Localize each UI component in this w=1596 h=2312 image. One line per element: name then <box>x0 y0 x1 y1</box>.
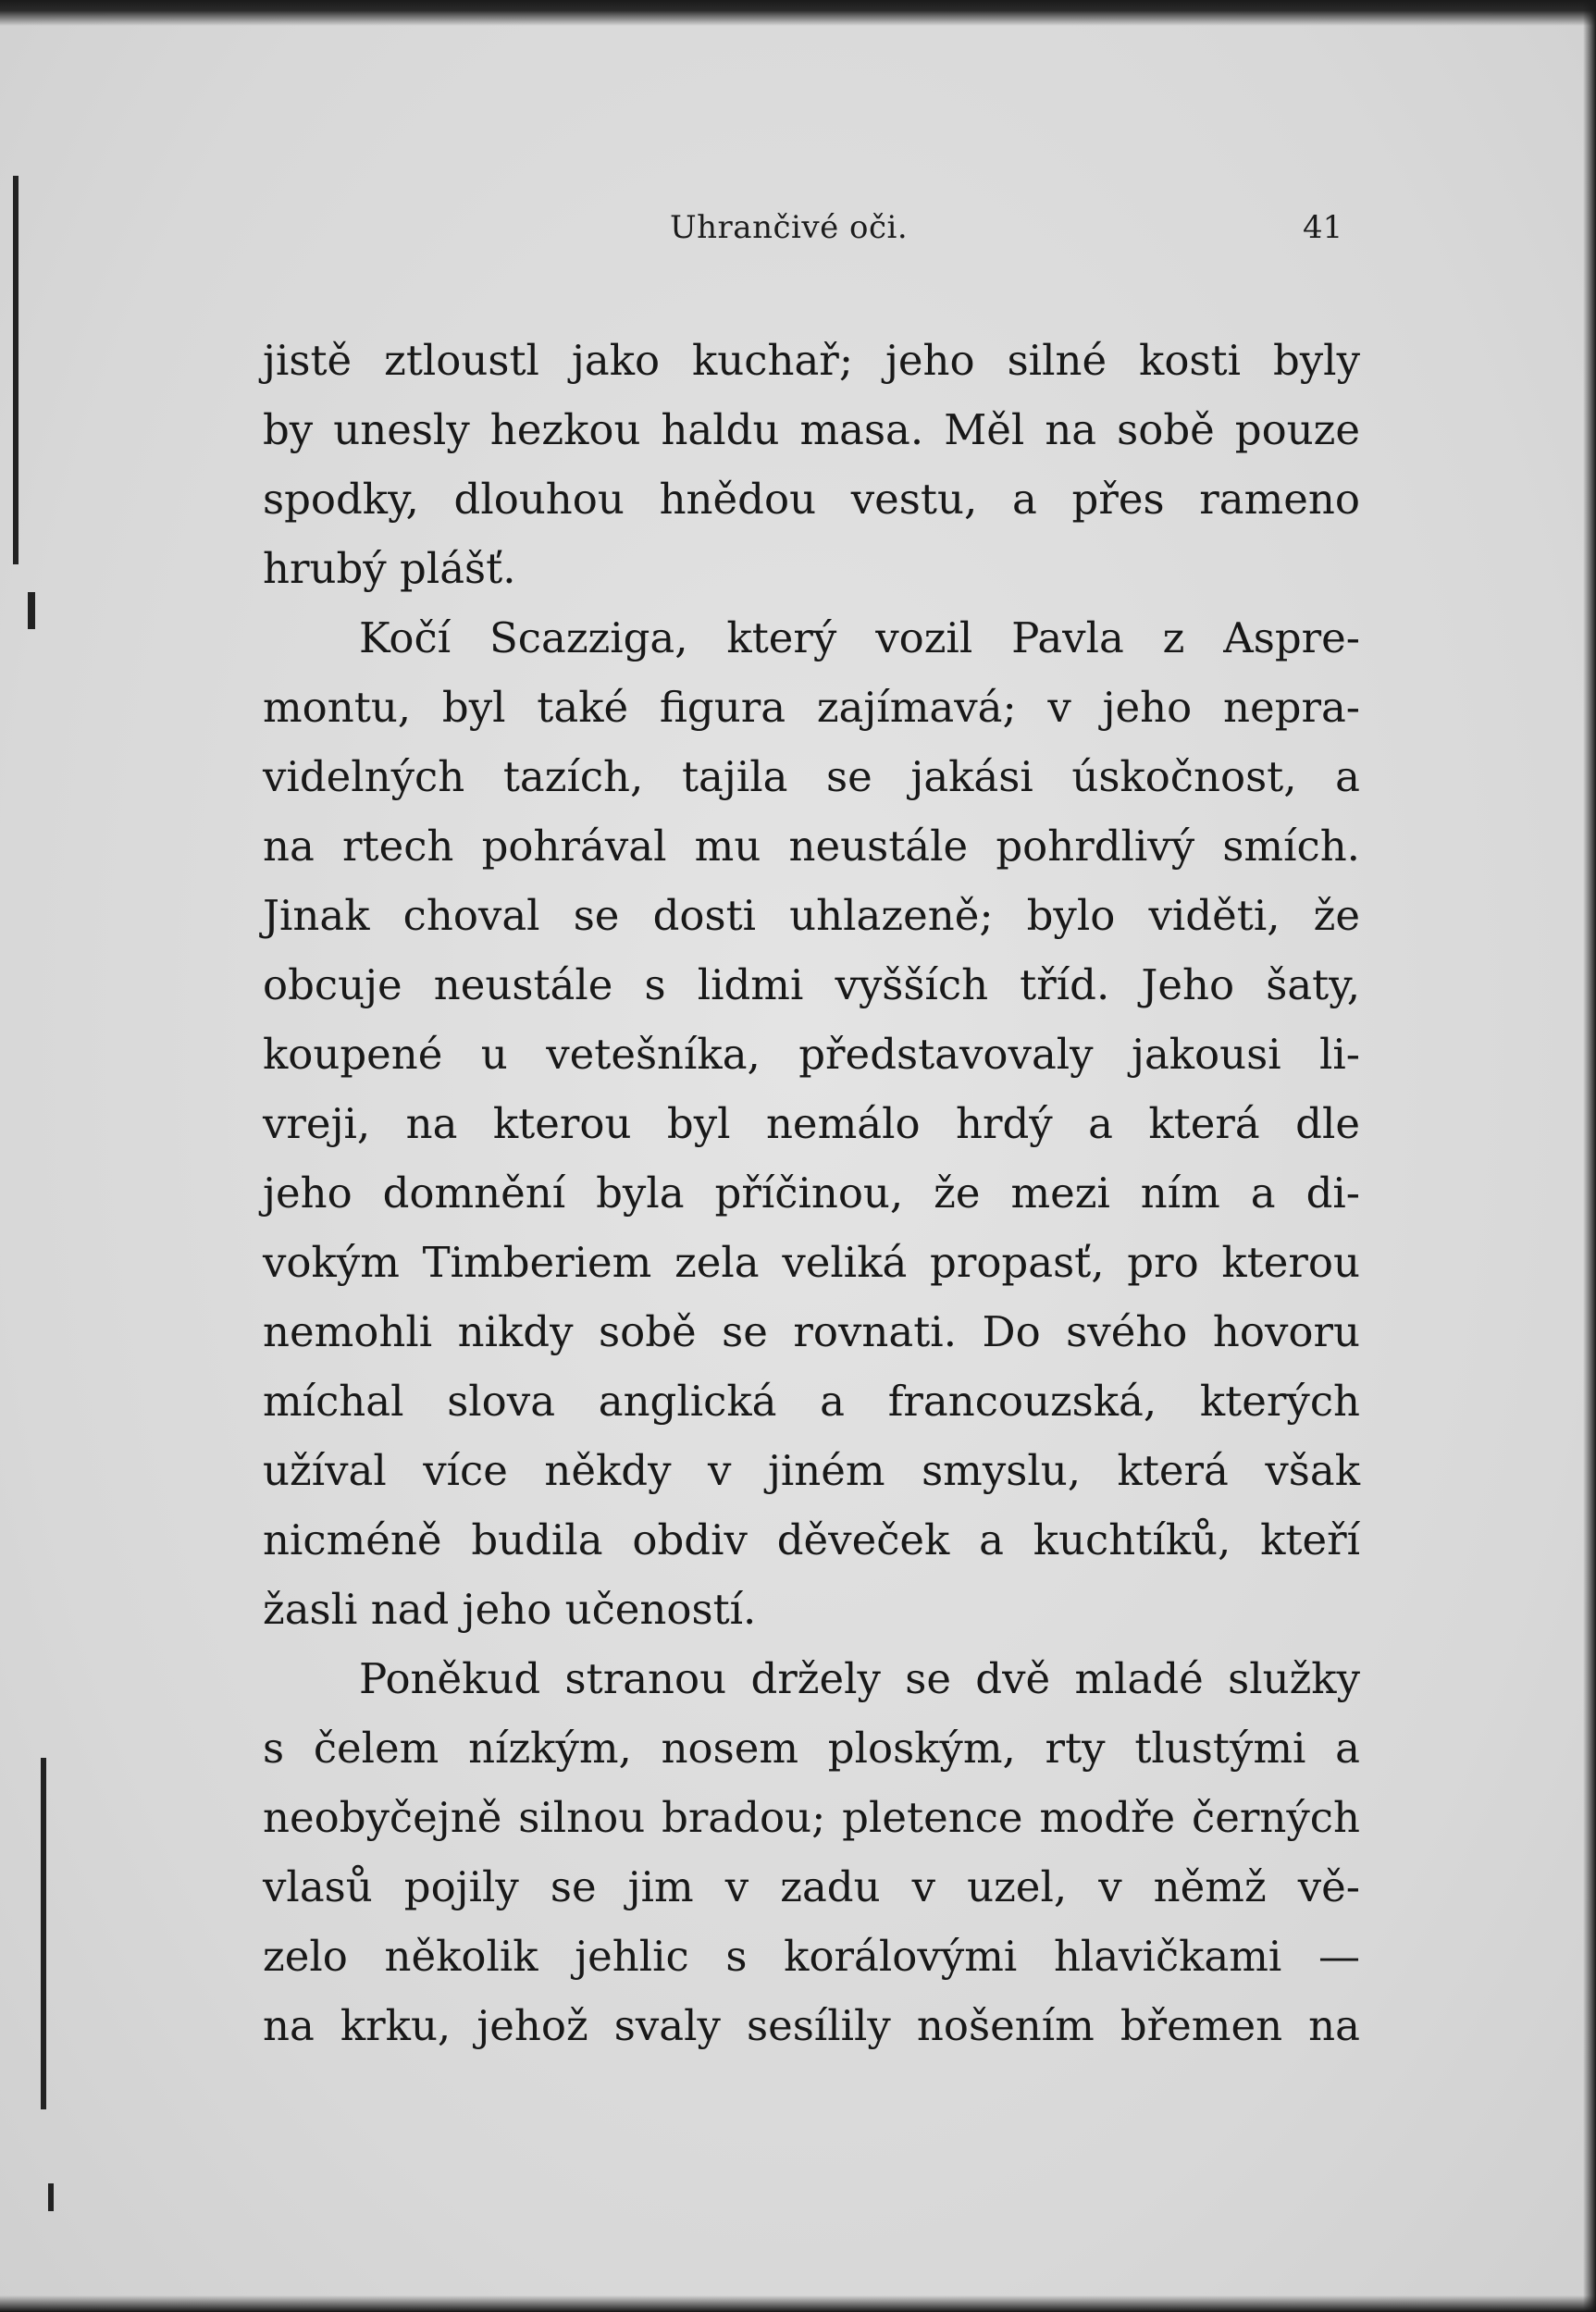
scan-edge-right <box>1583 0 1596 2312</box>
binding-mark <box>41 1758 46 2109</box>
text-line: nemohli nikdy sobě se rovnati. Do svého hovoru <box>263 1307 1360 1356</box>
text-line: s čelem nízkým, nosem ploským, rty tlustými a <box>263 1724 1360 1773</box>
scan-edge-top <box>0 0 1596 26</box>
text-line: na krku, jehož svaly sesílily nošením břemen na <box>263 2001 1360 2050</box>
text-line: na rtech pohrával mu neustále pohrdlivý smích. <box>263 822 1360 871</box>
text-line: zelo několik jehlic s korálovými hlavičkami — <box>263 1932 1360 1981</box>
text-line: neobyčejně silnou bradou; pletence modře černých <box>263 1793 1360 1842</box>
text-line: Jinak choval se dosti uhlazeně; bylo viděti, že <box>263 891 1360 940</box>
text-line: užíval více někdy v jiném smyslu, která však <box>263 1446 1360 1495</box>
text-line: žasli nad jeho učeností. <box>263 1585 757 1634</box>
text-line: Kočí Scazziga, který vozil Pavla z Aspre- <box>359 613 1360 662</box>
binding-mark <box>13 176 19 564</box>
text-line: jistě ztloustl jako kuchař; jeho silné kosti byly <box>263 336 1360 385</box>
text-line: spodky, dlouhou hnědou vestu, a přes rameno <box>263 475 1360 524</box>
binding-mark <box>28 592 35 629</box>
running-title: Uhrančivé oči. <box>670 209 909 246</box>
text-line: nicméně budila obdiv děveček a kuchtíků, kteří <box>263 1515 1360 1564</box>
text-line: videlných tazích, tajila se jakási úskočnost, a <box>263 752 1360 801</box>
text-line: koupené u vetešníka, představovaly jakousi li- <box>263 1030 1360 1079</box>
text-line: vreji, na kterou byl nemálo hrdý a která dle <box>263 1099 1360 1148</box>
text-line: obcuje neustále s lidmi vyšších tříd. Jeho šaty, <box>263 960 1360 1009</box>
text-line: jeho domnění byla příčinou, že mezi ním a di- <box>263 1168 1360 1218</box>
text-line: montu, byl také figura zajímavá; v jeho nepra- <box>263 683 1360 732</box>
text-line: vokým Timberiem zela veliká propasť, pro kterou <box>263 1238 1360 1287</box>
scan-edge-bottom <box>0 2295 1596 2312</box>
text-line: Poněkud stranou držely se dvě mladé služky <box>359 1654 1360 1703</box>
binding-mark <box>48 2183 54 2211</box>
text-line: míchal slova anglická a francouzská, kterých <box>263 1377 1360 1426</box>
text-line: by unesly hezkou haldu masa. Měl na sobě pouze <box>263 405 1360 454</box>
text-line: hrubý plášť. <box>263 544 516 593</box>
text-line: vlasů pojily se jim v zadu v uzel, v němž vě- <box>263 1862 1360 1911</box>
page-number: 41 <box>1303 209 1343 246</box>
